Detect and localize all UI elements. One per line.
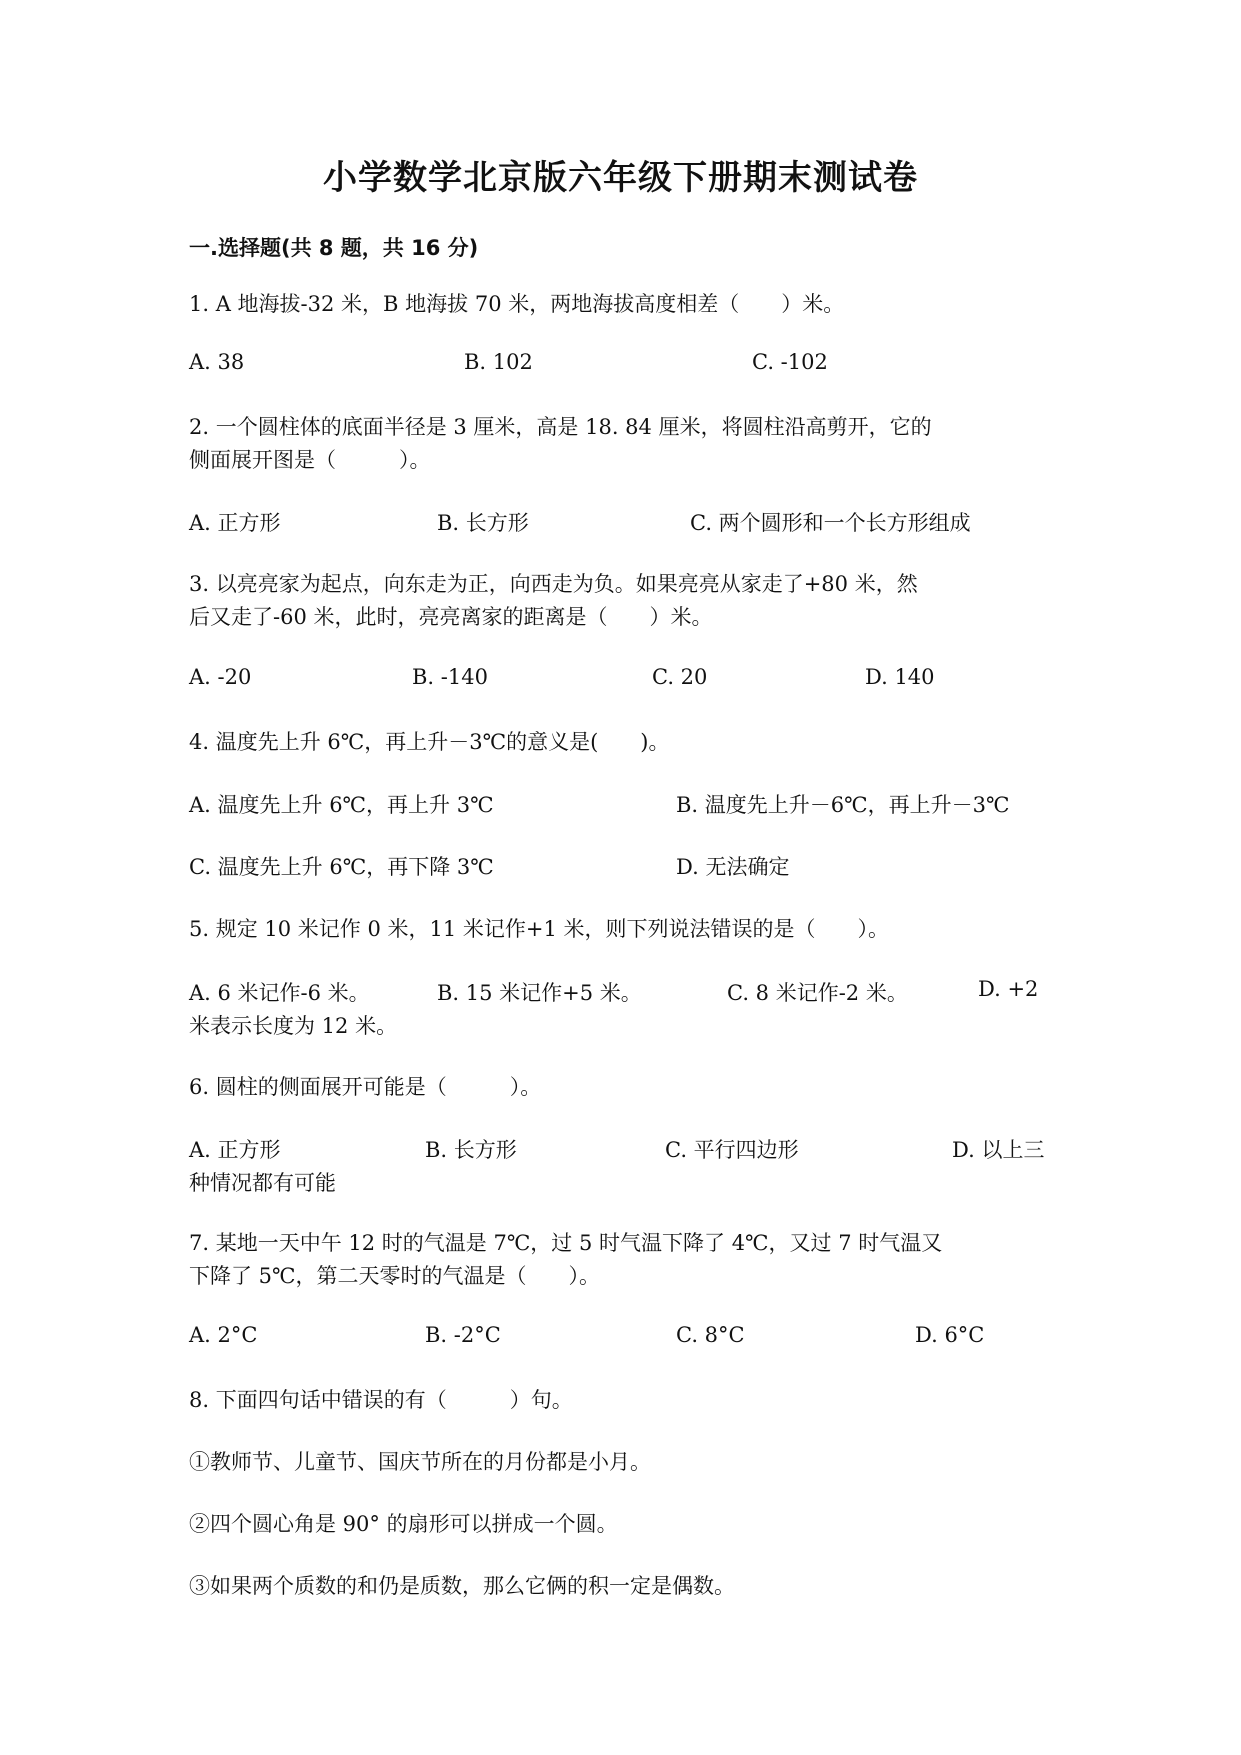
page-title: 小学数学北京版六年级下册期末测试卷 bbox=[323, 158, 918, 198]
q7-option-b: B. -2°C bbox=[425, 1323, 501, 1347]
question-7-line-1: 7. 某地一天中午 12 时的气温是 7℃，过 5 时气温下降了 4℃，又过 7 时气温又 bbox=[189, 1231, 943, 1255]
q4-option-d: D. 无法确定 bbox=[676, 855, 790, 879]
q3-option-a: A. -20 bbox=[189, 665, 252, 689]
q7-option-a: A. 2°C bbox=[189, 1323, 258, 1347]
question-3-line-1: 3. 以亮亮家为起点，向东走为正，向西走为负。如果亮亮从家走了+80 米，然 bbox=[189, 572, 918, 596]
section-heading: 一.选择题(共 8 题，共 16 分) bbox=[189, 236, 479, 260]
q1-option-b: B. 102 bbox=[464, 350, 533, 374]
q4-option-a: A. 温度先上升 6℃，再上升 3℃ bbox=[189, 793, 494, 817]
q2-option-c: C. 两个圆形和一个长方形组成 bbox=[690, 511, 971, 535]
q6-option-c: C. 平行四边形 bbox=[665, 1138, 799, 1162]
q2-option-a: A. 正方形 bbox=[189, 511, 281, 535]
q5-option-d: D. +2 bbox=[978, 977, 1039, 1001]
q6-option-d: D. 以上三 bbox=[952, 1138, 1045, 1162]
question-2-line-1: 2. 一个圆柱体的底面半径是 3 厘米，高是 18. 84 厘米，将圆柱沿高剪开，它的 bbox=[189, 415, 932, 439]
question-4: 4. 温度先上升 6℃，再上升－3℃的意义是( )。 bbox=[189, 730, 670, 754]
q5-option-a: A. 6 米记作-6 米。 bbox=[189, 981, 370, 1005]
question-5: 5. 规定 10 米记作 0 米，11 米记作+1 米，则下列说法错误的是（ ）。 bbox=[189, 917, 890, 941]
q7-option-c: C. 8°C bbox=[676, 1323, 745, 1347]
question-6: 6. 圆柱的侧面展开可能是（ ）。 bbox=[189, 1075, 542, 1099]
q1-option-a: A. 38 bbox=[189, 350, 245, 374]
q7-option-d: D. 6°C bbox=[915, 1323, 985, 1347]
q4-option-b: B. 温度先上升－6℃，再上升－3℃ bbox=[676, 793, 1010, 817]
q4-option-c: C. 温度先上升 6℃，再下降 3℃ bbox=[189, 855, 494, 879]
question-2-line-2: 侧面展开图是（ ）。 bbox=[189, 448, 431, 472]
q6-option-b: B. 长方形 bbox=[425, 1138, 517, 1162]
question-3-line-2: 后又走了-60 米，此时，亮亮离家的距离是（ ）米。 bbox=[189, 605, 713, 629]
q3-option-d: D. 140 bbox=[865, 665, 935, 689]
question-7-line-2: 下降了 5℃，第二天零时的气温是（ ）。 bbox=[189, 1264, 601, 1288]
question-1: 1. A 地海拔-32 米，B 地海拔 70 米，两地海拔高度相差（ ）米。 bbox=[189, 292, 845, 316]
q8-statement-3: ③如果两个质数的和仍是质数，那么它俩的积一定是偶数。 bbox=[189, 1574, 735, 1598]
q5-option-c: C. 8 米记作-2 米。 bbox=[727, 981, 908, 1005]
q8-statement-2: ②四个圆心角是 90° 的扇形可以拼成一个圆。 bbox=[189, 1512, 618, 1536]
q3-option-c: C. 20 bbox=[652, 665, 708, 689]
q2-option-b: B. 长方形 bbox=[437, 511, 529, 535]
question-8: 8. 下面四句话中错误的有（ ）句。 bbox=[189, 1388, 573, 1412]
q1-option-c: C. -102 bbox=[752, 350, 828, 374]
q6-option-a: A. 正方形 bbox=[189, 1138, 281, 1162]
q5-option-d-continued: 米表示长度为 12 米。 bbox=[189, 1014, 398, 1038]
q6-option-d-continued: 种情况都有可能 bbox=[189, 1171, 336, 1195]
q5-option-b: B. 15 米记作+5 米。 bbox=[437, 981, 642, 1005]
q8-statement-1: ①教师节、儿童节、国庆节所在的月份都是小月。 bbox=[189, 1450, 651, 1474]
q3-option-b: B. -140 bbox=[412, 665, 488, 689]
